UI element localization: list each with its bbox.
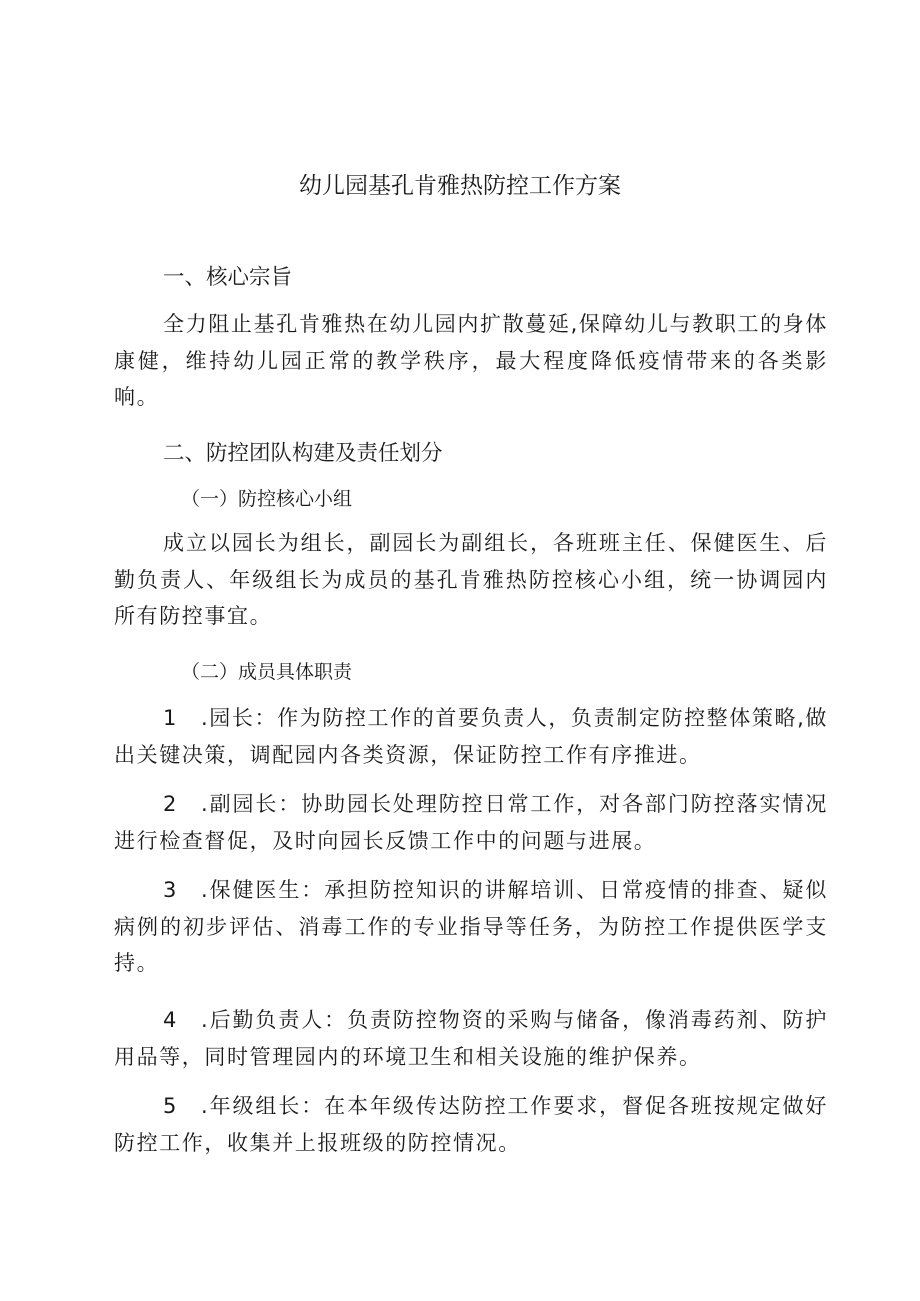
duty-item-text: .保健医生：承担防控知识的讲解培训、日常疫情的排查、疑似病例的初步评估、消毒工作的专业指导等任务，为防控工作提供医学支持。 [114, 878, 828, 975]
duty-item-number: 4 [163, 1008, 177, 1032]
section-heading-team: 二、防控团队构建及责任划分 [163, 441, 443, 466]
duty-item [114, 1088, 828, 1161]
duty-item-text: .后勤负责人：负责防控物资的采购与储备，像消毒药剂、防护用品等，同时管理园内的环境卫生和相关设施的维护保养。 [114, 1008, 828, 1069]
section-heading-purpose: 一、核心宗旨 [163, 265, 293, 290]
duty-item-number: 3 [163, 878, 177, 902]
duty-item-number: 5 [163, 1094, 177, 1118]
duty-item [114, 1002, 828, 1075]
duty-item-number: 2 [163, 792, 177, 816]
core-group-paragraph: 成立以园长为组长，副园长为副组长，各班班主任、保健医生、后勤负责人、年级组长为成员的基孔肯雅热防控核心小组，统一协调园内所有防控事宜。 [114, 531, 828, 628]
duty-item [114, 872, 828, 982]
duty-item-number: 1 [163, 706, 177, 730]
purpose-paragraph: 全力阻止基孔肯雅热在幼儿园内扩散蔓延,保障幼儿与教职工的身体康健，维持幼儿园正常的教学秩序，最大程度降低疫情带来的各类影响。 [114, 312, 828, 409]
sub-heading-core-group: （一）防控核心小组 [181, 488, 353, 510]
duty-item-text: .园长：作为防控工作的首要负责人，负责制定防控整体策略,做出关键决策，调配园内各类资源，保证防控工作有序推进。 [114, 706, 828, 767]
duty-item [114, 786, 828, 859]
duty-item-text: .年级组长：在本年级传达防控工作要求，督促各班按规定做好防控工作，收集并上报班级的防控情况。 [114, 1094, 828, 1155]
sub-heading-duties: （二）成员具体职责 [181, 661, 353, 683]
document-title: 幼儿园基孔肯雅热防控工作方案 [299, 173, 621, 199]
duty-item [114, 700, 828, 773]
duty-item-text: .副园长：协助园长处理防控日常工作，对各部门防控落实情况进行检查督促，及时向园长反馈工作中的问题与进展。 [114, 792, 828, 853]
